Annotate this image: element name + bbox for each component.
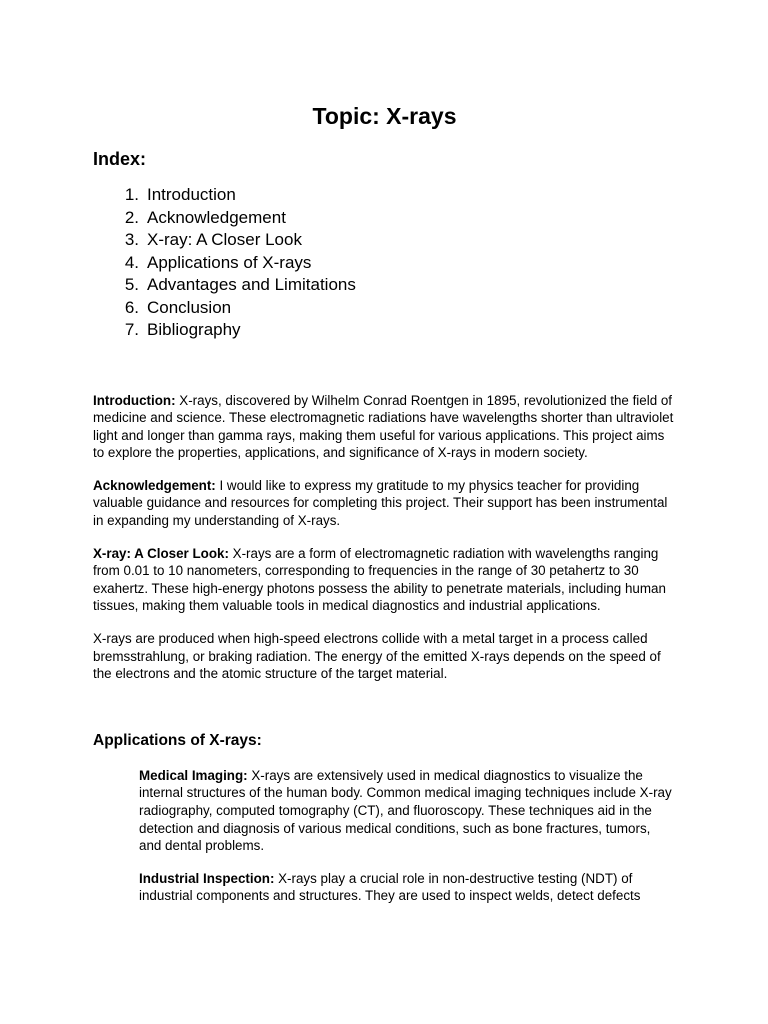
medical-imaging-paragraph [139,767,676,855]
index-item-label: Conclusion [147,297,232,317]
introduction-paragraph [93,392,676,462]
index-item [117,252,676,275]
index-item [117,184,676,207]
index-item [117,207,676,230]
medical-imaging-label: Medical Imaging: [139,767,248,783]
introduction-label: Introduction: [93,392,176,408]
introduction-text: X-rays, discovered by Wilhelm Conrad Roentgen in 1895, revolutionized the field of medicine and science. These electromagnetic radiations have wavelengths shorter than ultraviolet light and longer than gamma rays, making them useful for various applications. This project aims to explore the properties, applications, and significance of X-rays in modern society. [93,392,674,461]
index-item [117,274,676,297]
index-item-number: 3. [124,230,139,249]
index-item-label: Introduction [147,185,236,204]
index-item [117,297,676,320]
industrial-inspection-text: X-rays play a crucial role in non-destructive testing (NDT) of industrial components and structures. They are used to inspect welds, detect defects [139,870,641,904]
index-item-label: Bibliography [147,320,241,339]
index-item-number: 2. [124,207,139,227]
closer-look-label: X-ray: A Closer Look: [93,545,229,561]
closer-look-text: X-rays are a form of electromagnetic radiation with wavelengths ranging from 0.01 to 10 nanometers, corresponding to frequencies in the range of 30 petahertz to 30 exahertz. These high-energy photons possess the ability to penetrate materials, including human tissues, making them valuable tools in medical diagnostics and industrial applications. [93,545,666,614]
acknowledgement-paragraph [93,477,676,530]
index-item-number: 1. [124,185,139,204]
index-heading: Index: [93,149,147,169]
applications-list [93,767,676,905]
index-item-number: 6. [124,297,139,317]
acknowledgement-label: Acknowledgement: [93,477,216,493]
closer-look-paragraph [93,545,676,615]
medical-imaging-text: X-rays are extensively used in medical diagnostics to visualize the internal structures of the human body. Common medical imaging techniques include X-ray radiography, computed tomography (CT), and fluoroscopy. These techniques aid in the detection and diagnosis of various medical conditions, such as bone fractures, tumors, and dental problems. [139,767,672,854]
index-item-number: 7. [124,320,139,339]
applications-heading: Applications of X-rays: [93,731,262,749]
index-item [117,319,676,342]
index-item [117,229,676,252]
index-list [93,184,676,342]
industrial-inspection-label: Industrial Inspection: [139,870,275,886]
index-item-label: Acknowledgement [147,207,286,227]
acknowledgement-text: I would like to express my gratitude to my physics teacher for providing valuable guidance and resources for completing this project. Their support has been instrumental in expanding my understanding of X-rays. [93,477,668,529]
index-item-label: Applications of X-rays [147,252,312,272]
index-item-number: 5. [124,275,139,294]
document-title: Topic: X-rays [312,103,457,129]
industrial-inspection-paragraph [139,870,676,905]
production-paragraph: X-rays are produced when high-speed electrons collide with a metal target in a process called bremsstrahlung, or braking radiation. The energy of the emitted X-rays depends on the speed of the electrons and the atomic structure of the target material. [93,631,661,682]
index-item-number: 4. [124,252,139,272]
index-item-label: Advantages and Limitations [147,275,356,294]
index-item-label: X-ray: A Closer Look [147,230,302,249]
